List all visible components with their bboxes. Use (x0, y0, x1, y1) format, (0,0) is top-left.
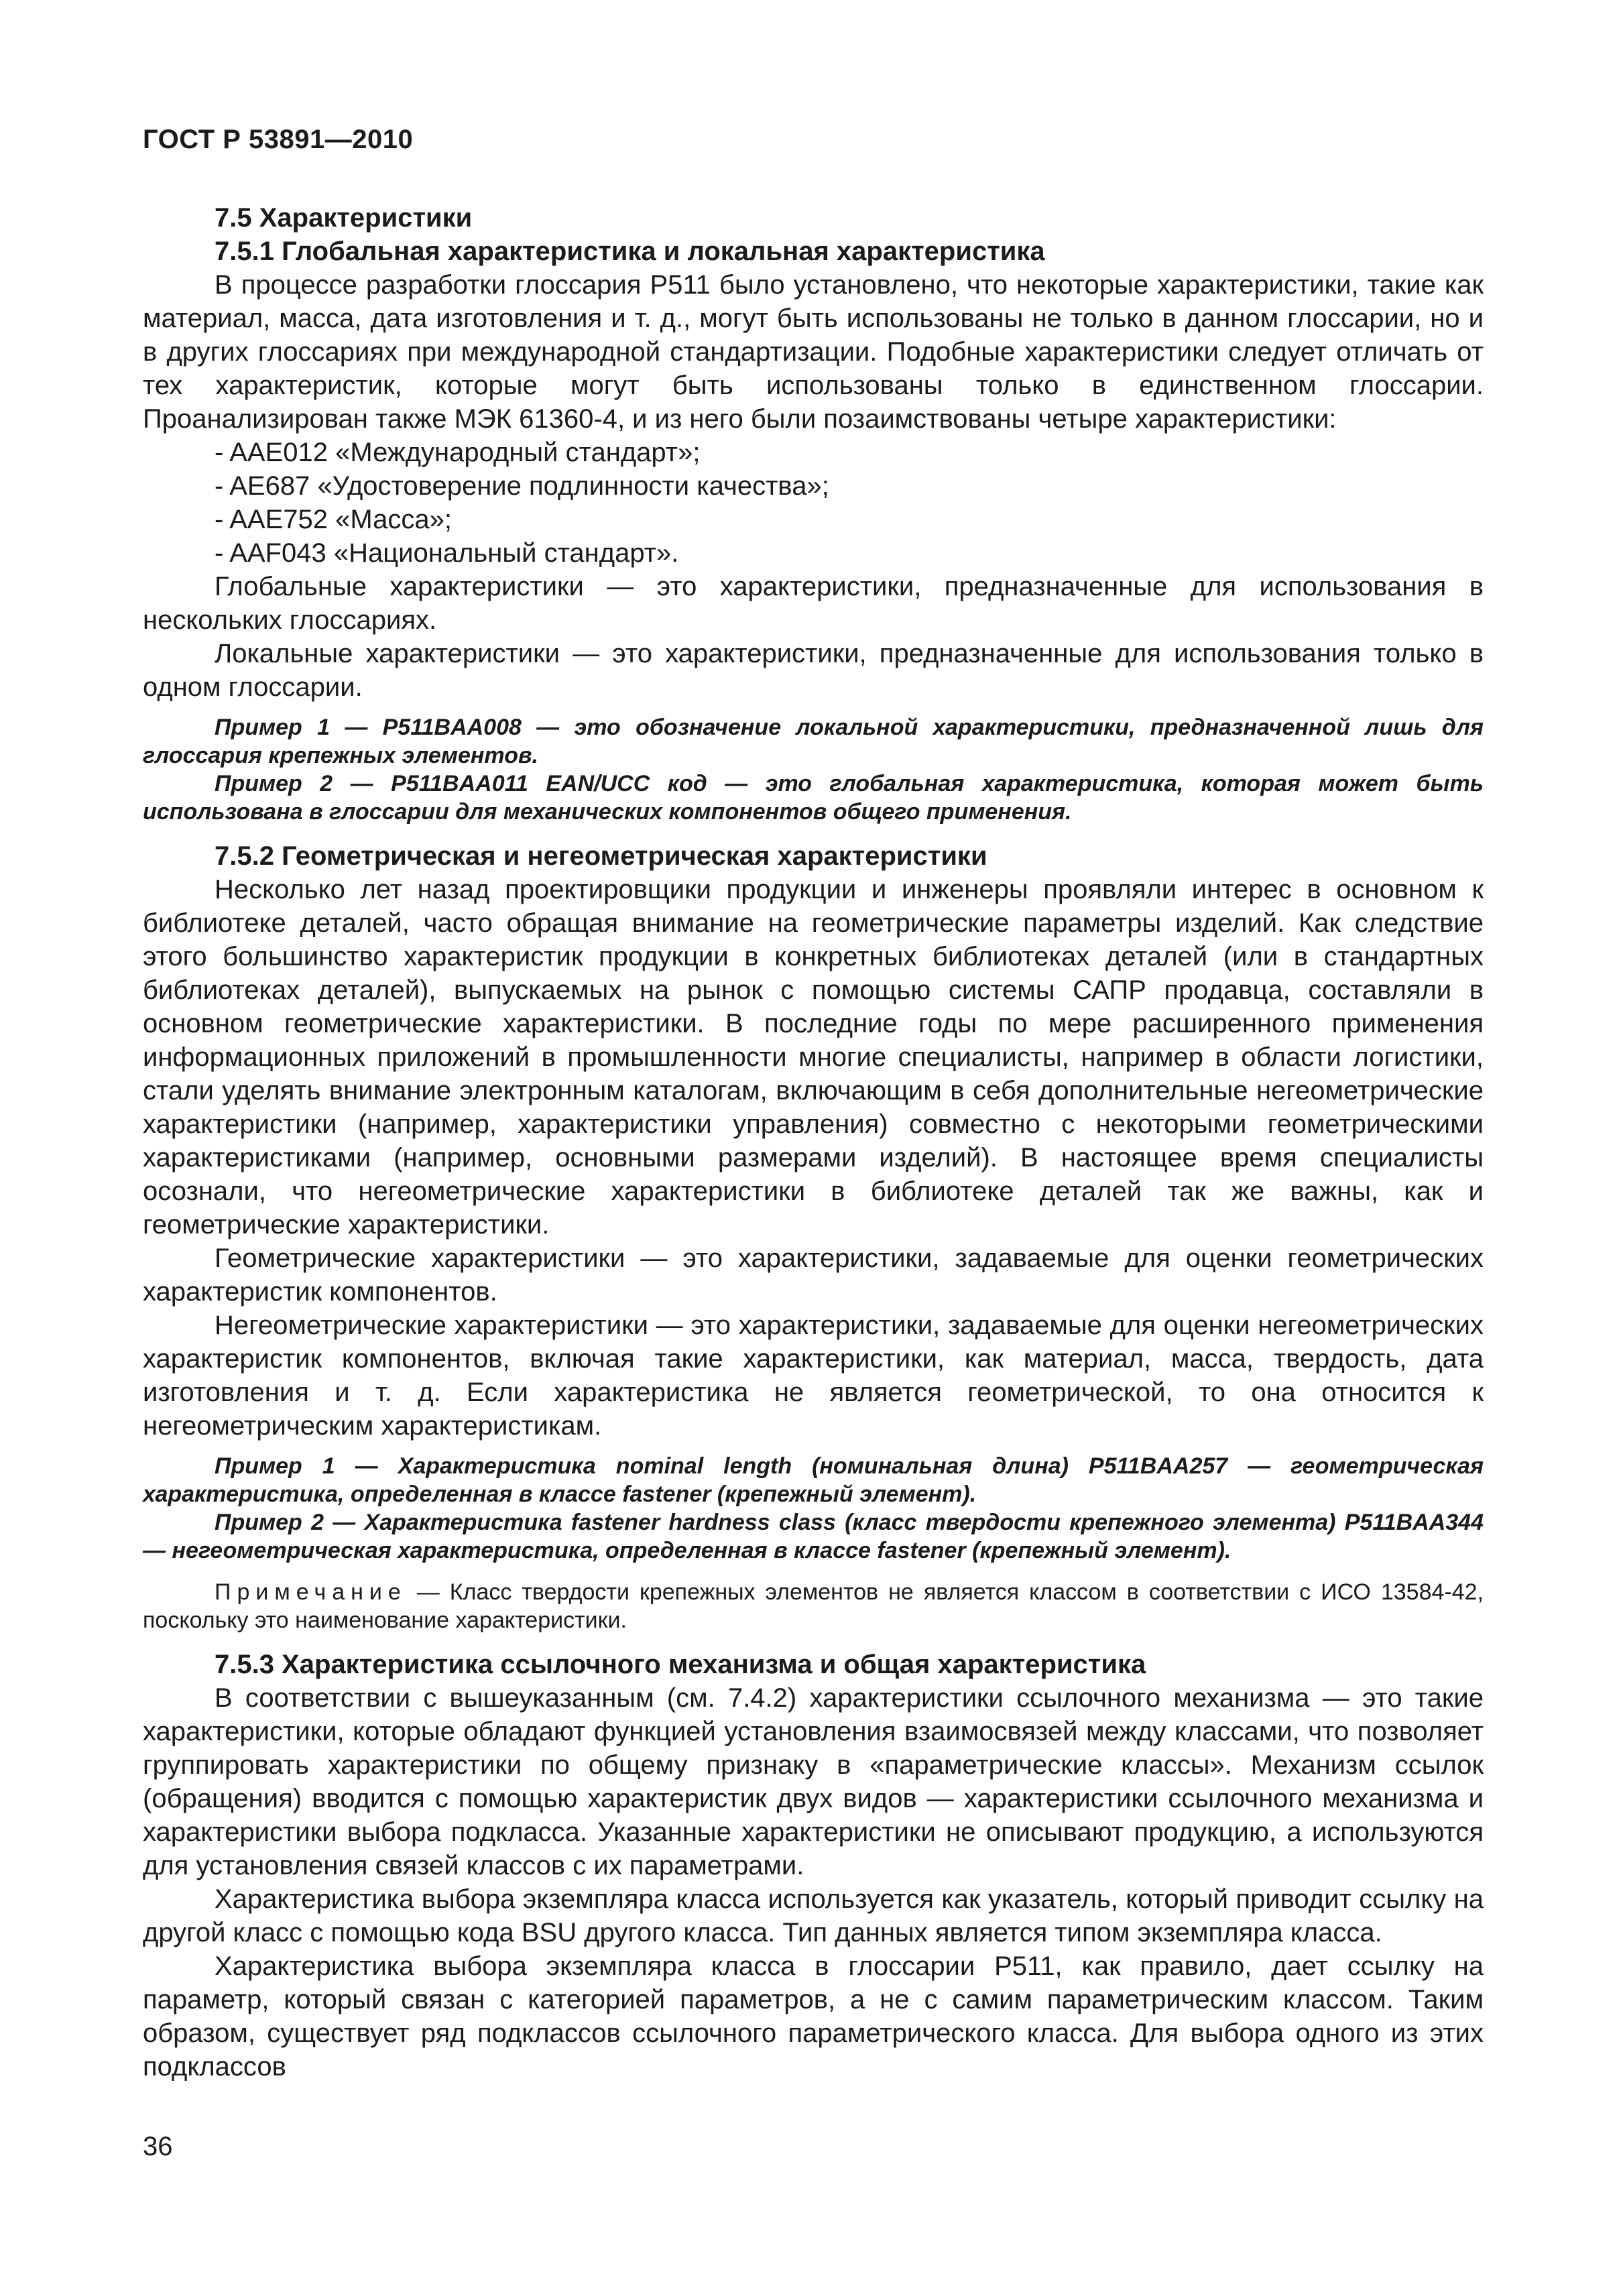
list-item: - AAE752 «Масса»; (215, 505, 452, 534)
paragraph: Характеристика выбора экземпляра класса в глоссарии Р511, как правило, дает ссылку на параметр, который связан с категорией параметров, а не с самим параметрическим классом. Таким образом, существует ряд подклассов ссылочного параметрического класса. Для выбора одного из этих подклассов (143, 1951, 1484, 2081)
subsection-title-7-5-1: 7.5.1 Глобальная характеристика и локальная характеристика (215, 237, 1045, 266)
example-text: Пример 2 — Характеристика fastener hardness class (класс твердости крепежного элемента) P511BAA344 — негеометрическая характеристика, определенная в классе fastener (крепежный элемент). (143, 1510, 1484, 1563)
page-number: 36 (143, 2132, 173, 2161)
paragraph: Негеометрические характеристики — это характеристики, задаваемые для оценки негеометрических характеристик компонентов, включая такие характеристики, как материал, масса, твердость, дата изготовления и т. д. Если характеристика не является геометрической, то она относится к негеометрическим характеристикам. (143, 1311, 1484, 1441)
paragraph: Локальные характеристики — это характеристики, предназначенные для использования только в одном глоссарии. (143, 639, 1484, 702)
paragraph: В процессе разработки глоссария Р511 было установлено, что некоторые характеристики, такие как материал, масса, дата изготовления и т. д., могут быть использованы не только в данном глоссарии, но и в других глоссариях при международной стандартизации. Подобные характеристики следует отличать от тех характеристик, которые могут быть использованы только в единственном глоссарии. Проанализирован также МЭК 61360-4, и из него были позаимствованы четыре характеристики: (143, 270, 1484, 434)
list-item: - AAF043 «Национальный стандарт». (215, 538, 679, 568)
note-text: — Класс твердости крепежных элементов не является классом в соответствии с ИСО 13584-42, поскольку это наименование характеристики. (143, 1579, 1484, 1633)
paragraph: Геометрические характеристики — это характеристики, задаваемые для оценки геометрических характеристик компонентов. (143, 1244, 1484, 1307)
section-title-7-5: 7.5 Характеристики (215, 203, 473, 233)
page-body (143, 201, 1484, 2083)
example-text: Пример 2 — P511BAA011 EAN/UCC код — это глобальная характеристика, которая может быть использована в глоссарии для механических компонентов общего применения. (143, 771, 1484, 825)
list-item: - AE687 «Удостоверение подлинности качества»; (215, 471, 829, 501)
example-text: Пример 1 — Характеристика nominal length (номинальная длина) P511BAA257 — геометрическая характеристика, определенная в классе fastener (крепежный элемент). (143, 1453, 1484, 1507)
subsection-title-7-5-2: 7.5.2 Геометрическая и негеометрическая характеристики (215, 841, 987, 871)
paragraph: Несколько лет назад проектировщики продукции и инженеры проявляли интерес в основном к библиотеке деталей, часто обращая внимание на геометрические параметры изделий. Как следствие этого большинство характеристик продукции в конкретных библиотеках деталей (или в стандартных библиотеках деталей), выпускаемых на рынок с помощью системы САПР продавца, составляли в основном геометрические характеристики. В последние годы по мере расширенного применения информационных приложений в промышленности многие специалисты, например в области логистики, стали уделять внимание электронным каталогам, включающим в себя дополнительные негеометрические характеристики (например, характеристики управления) совместно с некоторыми геометрическими характеристиками (например, основными размерами изделий). В настоящее время специалисты осознали, что негеометрические характеристики в библиотеке деталей так же важны, как и геометрические характеристики. (143, 875, 1484, 1240)
subsection-title-7-5-3: 7.5.3 Характеристика ссылочного механизма и общая характеристика (215, 1650, 1146, 1679)
note (143, 1578, 1484, 1634)
paragraph: Глобальные характеристики — это характеристики, предназначенные для использования в нескольких глоссариях. (143, 572, 1484, 635)
document-id-header: ГОСТ Р 53891—2010 (143, 125, 414, 154)
paragraph: В соответствии с вышеуказанным (см. 7.4.2) характеристики ссылочного механизма — это такие характеристики, которые обладают функцией установления взаимосвязей между классами, что позволяет группировать характеристики по общему признаку в «параметрические классы». Механизм ссылок (обращения) вводится с помощью характеристик двух видов — характеристики ссылочного механизма и характеристики выбора подкласса. Указанные характеристики не описывают продукцию, а используются для установления связей классов с их параметрами. (143, 1683, 1484, 1880)
list-item: - AAE012 «Международный стандарт»; (215, 438, 701, 467)
note-label: Примечание (215, 1579, 407, 1605)
paragraph: Характеристика выбора экземпляра класса используется как указатель, который приводит ссылку на другой класс с помощью кода BSU другого класса. Тип данных является типом экземпляра класса. (143, 1884, 1484, 1947)
example-text: Пример 1 — P511BAA008 — это обозначение локальной характеристики, предназначенной лишь для глоссария крепежных элементов. (143, 715, 1484, 768)
